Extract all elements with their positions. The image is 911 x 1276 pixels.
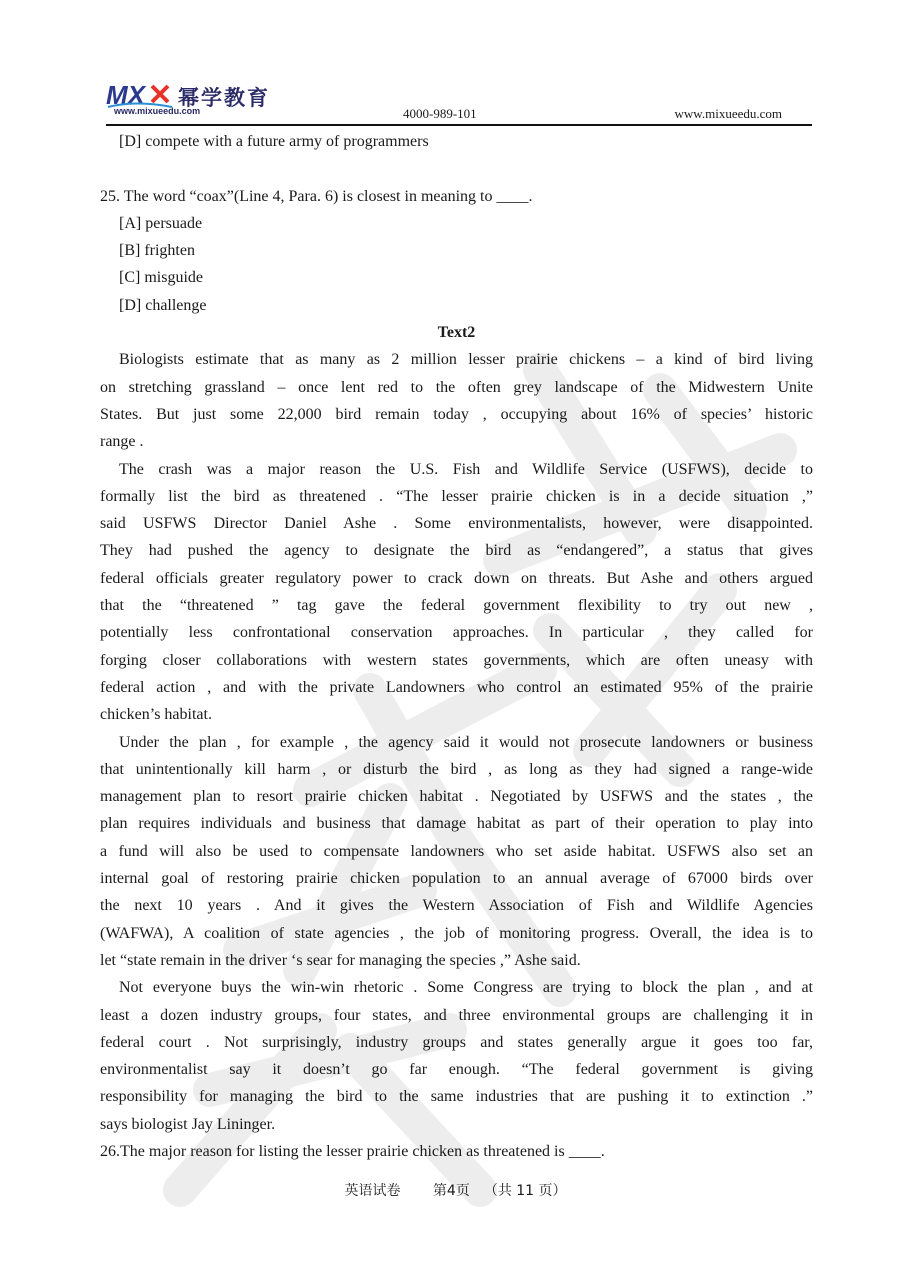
- document-body: [100, 128, 813, 1165]
- text-line: Under the plan , for example , the agency said it would not prosecute landowners or business: [119, 733, 813, 751]
- text-line: that unintentionally kill harm , or disturb the bird , as long as they had signed a range-wide: [100, 760, 813, 778]
- text-line: said USFWS Director Daniel Ashe . Some environmentalists, however, were disappointed.: [100, 515, 813, 533]
- header-website: www.mixueedu.com: [674, 106, 782, 121]
- text-line: [D] challenge: [119, 296, 207, 314]
- text-line: let “state remain in the driver ‘s sear for managing the species ,” Ashe said.: [100, 951, 581, 969]
- text-line: that the “threatened ” tag gave the federal government flexibility to try out new ,: [100, 597, 813, 615]
- text-line: federal court . Not surprisingly, industry groups and states generally argue it goes too far,: [100, 1033, 813, 1051]
- text-line: the next 10 years . And it gives the Western Association of Fish and Wildlife Agencies: [100, 897, 813, 915]
- text-line: The crash was a major reason the U.S. Fish and Wildlife Service (USFWS), decide to: [119, 460, 813, 478]
- text-line: [C] misguide: [119, 269, 203, 287]
- text-line: [D] compete with a future army of programmers: [119, 133, 429, 150]
- logo-url: www.mixueedu.com: [114, 106, 201, 116]
- text-line: Text2: [437, 324, 476, 342]
- text-line: potentially less confrontational conservation approaches. In particular , they called for: [100, 624, 813, 642]
- text-line: plan requires individuals and business that damage habitat as part of their operation to play into: [100, 815, 813, 833]
- text-line: [B] frighten: [119, 242, 195, 260]
- text-line: federal officials greater regulatory power to crack down on threats. But Ashe and others argued: [100, 569, 813, 587]
- logo-chinese-name: 幂学教育: [178, 86, 270, 110]
- text-line: management plan to resort prairie chicken habitat . Negotiated by USFWS and the states , the: [100, 788, 813, 806]
- text-line: responsibility for managing the bird to the same industries that are pushing it to extinction .”: [100, 1088, 813, 1106]
- text-line: federal action , and with the private Landowners who control an estimated 95% of the prairie: [100, 678, 813, 696]
- text-line: range .: [100, 433, 144, 451]
- text-line: (WAFWA), A coalition of state agencies , the job of monitoring progress. Overall, the idea is to: [100, 924, 813, 942]
- text-line: 26.The major reason for listing the lesser prairie chicken as threatened is ____.: [100, 1142, 605, 1160]
- text-line: States. But just some 22,000 bird remain today , occupying about 16% of species’ historic: [100, 405, 813, 423]
- text-line: environmentalist say it doesn’t go far enough. “The federal government is giving: [100, 1061, 813, 1079]
- logo-mark-text: MX: [106, 80, 145, 110]
- text-line: formally list the bird as threatened . “The lesser prairie chicken is in a decide situation ,”: [100, 487, 813, 505]
- text-line: Not everyone buys the win-win rhetoric . Some Congress are trying to block the plan , and at: [119, 979, 813, 997]
- text-line: says biologist Jay Lininger.: [100, 1115, 276, 1133]
- text-line: 25. The word “coax”(Line 4, Para. 6) is closest in meaning to ____.: [100, 187, 533, 205]
- header-phone: 4000-989-101: [403, 106, 477, 121]
- company-logo: [106, 80, 286, 120]
- text-line: [A] persuade: [119, 214, 203, 232]
- footer-total-pages: （共 11 页）: [483, 1183, 567, 1199]
- text-line: forging closer collaborations with western states governments, which are often uneasy with: [100, 651, 813, 669]
- page-footer: [0, 1180, 911, 1200]
- footer-subject: 英语试卷: [344, 1183, 401, 1199]
- text-line: on stretching grassland – once lent red to the often grey landscape of the Midwestern Unite: [100, 378, 813, 396]
- text-line: internal goal of restoring prairie chicken population to an annual average of 67000 birds over: [100, 870, 813, 888]
- text-line: a fund will also be used to compensate landowners who set aside habitat. USFWS also set an: [100, 842, 813, 860]
- header-rule: [106, 124, 812, 126]
- page-header: [106, 76, 812, 128]
- text-line: chicken’s habitat.: [100, 706, 212, 724]
- text-line: Biologists estimate that as many as 2 million lesser prairie chickens – a kind of bird living: [119, 351, 813, 369]
- footer-page-number: 第4页: [432, 1183, 470, 1199]
- text-line: They had pushed the agency to designate the bird as “endangered”, a status that gives: [100, 542, 813, 560]
- blank-line: [100, 155, 813, 182]
- text-line: least a dozen industry groups, four states, and three environmental groups are challenging it in: [100, 1006, 813, 1024]
